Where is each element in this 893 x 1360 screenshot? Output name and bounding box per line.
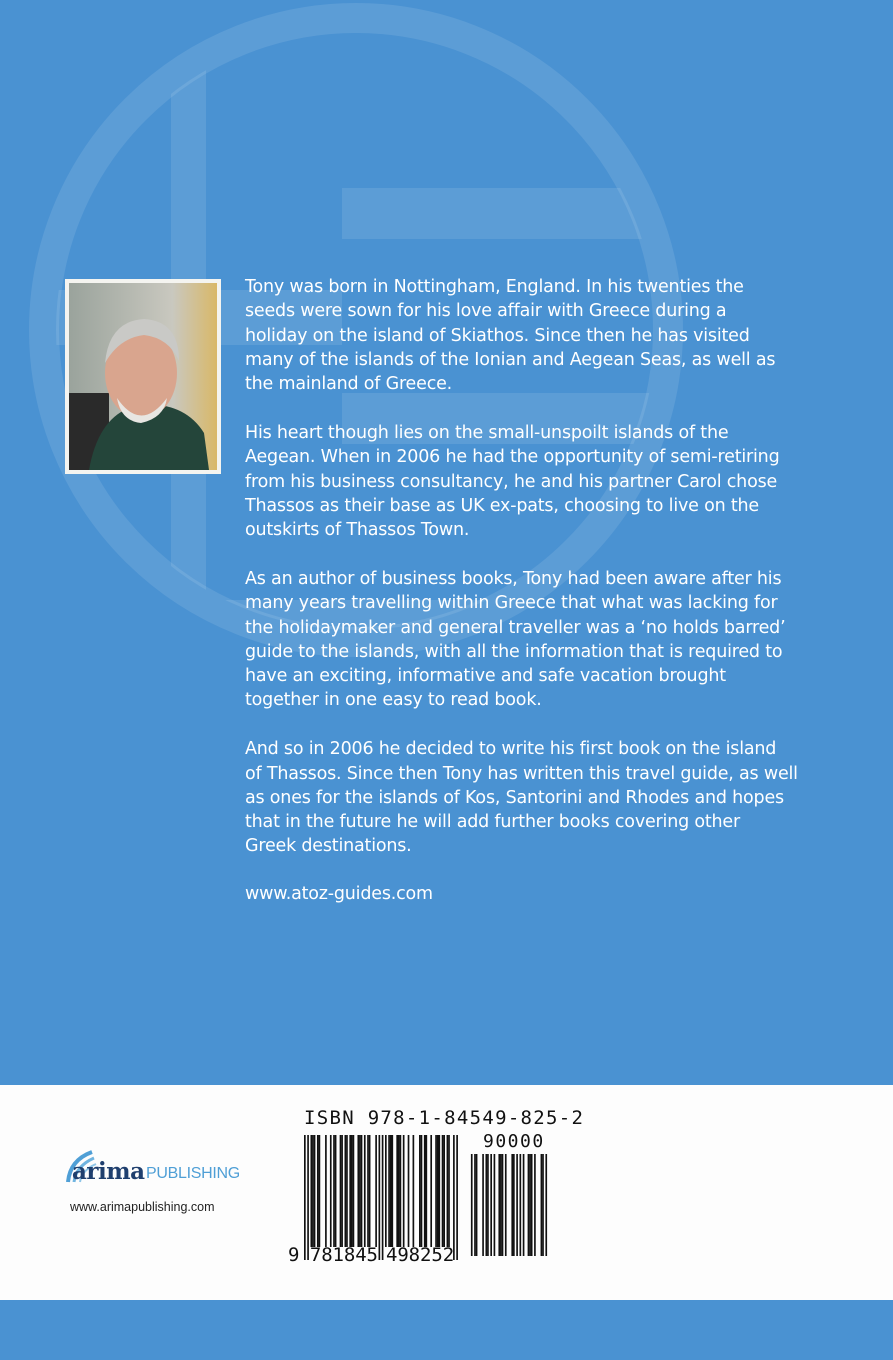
barcode-bar [364, 1135, 366, 1247]
barcode-bar [421, 1135, 423, 1247]
barcode-bar [382, 1135, 384, 1260]
addon-bar [528, 1154, 530, 1256]
barcode-bar [304, 1135, 306, 1260]
bio-line: many years travelling within Greece that what was lacking for [245, 593, 778, 614]
barcode-bar [330, 1135, 332, 1247]
bio-paragraph-2 [245, 421, 885, 542]
author-biography [245, 275, 885, 907]
barcode-digit: 7 [309, 1244, 322, 1266]
bio-line: of Thassos. Since then Tony has written this travel guide, as well [245, 763, 798, 784]
barcode-digit: 8 [343, 1244, 356, 1266]
addon-bar [523, 1154, 525, 1256]
barcode-bar [345, 1135, 347, 1247]
barcode-bar [424, 1135, 426, 1247]
barcode-digit: 2 [420, 1244, 432, 1266]
barcode-bar [340, 1135, 342, 1247]
barcode-bar [400, 1135, 402, 1247]
barcode-bar [437, 1135, 439, 1247]
addon-bar [476, 1154, 478, 1256]
bio-line: Thassos as their base as UK ex-pats, choosing to live on the [245, 495, 759, 516]
publisher-website: www.arimapublishing.com [70, 1200, 215, 1214]
barcode-digit: 9 [288, 1244, 300, 1266]
bio-line: from his business consultancy, he and his partner Carol chose [245, 471, 778, 492]
barcode-bar [353, 1135, 355, 1247]
addon-bar [545, 1154, 547, 1256]
addon-bar [513, 1154, 515, 1256]
barcode-bar [307, 1135, 309, 1260]
addon-bar [474, 1154, 476, 1256]
barcode-bar [325, 1135, 327, 1247]
barcode-bar [403, 1135, 405, 1247]
addon-bar [482, 1154, 484, 1256]
bio-line: many of the islands of the Ionian and Aegean Seas, as well as [245, 349, 776, 370]
bio-line: Greek destinations. [245, 836, 412, 857]
barcode-digit: 8 [321, 1244, 333, 1266]
barcode-bar [379, 1135, 381, 1260]
barcode-bar [333, 1135, 335, 1247]
barcode-bar [398, 1135, 400, 1247]
bio-line: And so in 2006 he decided to write his first book on the island [245, 739, 777, 760]
bio-line: guide to the islands, with all the information that is required to [245, 641, 783, 662]
addon-bar [542, 1154, 544, 1256]
bio-line: have an exciting, informative and safe vacation brought [245, 666, 726, 687]
barcode-bar [367, 1135, 369, 1247]
barcode-bar [375, 1135, 377, 1247]
barcode-bar [396, 1135, 398, 1247]
barcode-bar [448, 1135, 450, 1247]
barcode-bar [361, 1135, 363, 1247]
barcode-digit: 1 [332, 1244, 344, 1266]
barcode-bar [349, 1135, 351, 1247]
barcode-digit: 9 [397, 1244, 409, 1266]
addon-bar [505, 1154, 507, 1256]
barcode-bar [312, 1135, 314, 1247]
isbn-label: ISBN 978-1-84549-825-2 [304, 1107, 585, 1129]
author-photo [65, 279, 221, 474]
bio-line: as ones for the islands of Kos, Santorini and Rhodes and hopes [245, 787, 784, 808]
barcode-bar [391, 1135, 393, 1247]
barcode-bar [369, 1135, 371, 1247]
barcode-bar [317, 1135, 319, 1247]
barcode-bar [413, 1135, 415, 1247]
barcode-bar [443, 1135, 445, 1247]
author-portrait-icon [69, 283, 217, 470]
barcode-bar [453, 1135, 455, 1260]
addon-bar [541, 1154, 543, 1256]
barcode-bar [310, 1135, 312, 1247]
barcode-bar [390, 1135, 392, 1247]
barcode-bar [335, 1135, 337, 1247]
barcode-bar [442, 1135, 444, 1247]
barcode-bar [447, 1135, 449, 1247]
bio-line: His heart though lies on the small-unspoilt islands of the [245, 422, 729, 443]
bio-line: that in the future he will add further books covering other [245, 812, 740, 833]
barcode-bar [426, 1135, 428, 1247]
bottom-band [0, 1300, 893, 1360]
publisher-logo [62, 1148, 252, 1188]
bio-line: Aegean. When in 2006 he had the opportunity of semi-retiring [245, 447, 780, 468]
addon-bar [502, 1154, 504, 1256]
barcode-bar [314, 1135, 316, 1247]
barcode-bar [341, 1135, 343, 1247]
bio-paragraph-1 [245, 275, 885, 396]
author-website-link[interactable]: www.atoz-guides.com [245, 884, 433, 905]
barcode-digit: 2 [442, 1244, 455, 1266]
addon-bar [487, 1154, 489, 1256]
addon-bar [485, 1154, 487, 1256]
bio-paragraph-3 [245, 567, 885, 713]
barcode-bar [346, 1135, 348, 1247]
barcode-bar [435, 1135, 437, 1247]
barcode-digit: 4 [386, 1244, 398, 1266]
barcode-bar [456, 1135, 458, 1260]
barcode-bar [430, 1135, 432, 1247]
barcode-bar [319, 1135, 321, 1247]
addon-bar [531, 1154, 533, 1256]
bio-line: the mainland of Greece. [245, 374, 453, 395]
bio-line: seeds were sown for his love affair with Greece during a [245, 301, 727, 322]
addon-bar [498, 1154, 500, 1256]
bio-line: holiday on the island of Skiathos. Since then he has visited [245, 325, 750, 346]
addon-bar [516, 1154, 518, 1256]
barcode-bar [419, 1135, 421, 1247]
addon-bar [490, 1154, 492, 1256]
barcode-digit: 5 [431, 1244, 443, 1266]
isbn-barcode [280, 1130, 570, 1270]
addon-bar [520, 1154, 522, 1256]
addon-bar [511, 1154, 513, 1256]
barcode-bar [438, 1135, 440, 1247]
bio-line: the holidaymaker and general traveller was a ‘no holds barred’ [245, 617, 786, 638]
publisher-name-light: PUBLISHING [146, 1165, 240, 1182]
barcode-bar [385, 1135, 387, 1247]
barcode-digit: 5 [366, 1244, 379, 1266]
barcode-bar [388, 1135, 390, 1247]
price-addon-label: 90000 [483, 1131, 545, 1152]
barcode-bar [357, 1135, 359, 1247]
bio-paragraph-4 [245, 737, 885, 858]
barcode-bar [351, 1135, 353, 1247]
publisher-name-bold: arima [72, 1158, 145, 1185]
bio-line: As an author of business books, Tony had been aware after his [245, 568, 782, 589]
addon-bar [529, 1154, 531, 1256]
addon-bar [500, 1154, 502, 1256]
bio-line: together in one easy to read book. [245, 690, 542, 711]
bio-line: Tony was born in Nottingham, England. In his twenties the [245, 277, 744, 297]
barcode-bar [359, 1135, 361, 1247]
barcode-bar [408, 1135, 410, 1247]
addon-bar [494, 1154, 496, 1256]
barcode-digit: 8 [408, 1244, 421, 1266]
barcode-digit: 4 [355, 1244, 367, 1266]
addon-bar [471, 1154, 473, 1256]
bio-line: outskirts of Thassos Town. [245, 520, 470, 541]
addon-bar [534, 1154, 536, 1256]
